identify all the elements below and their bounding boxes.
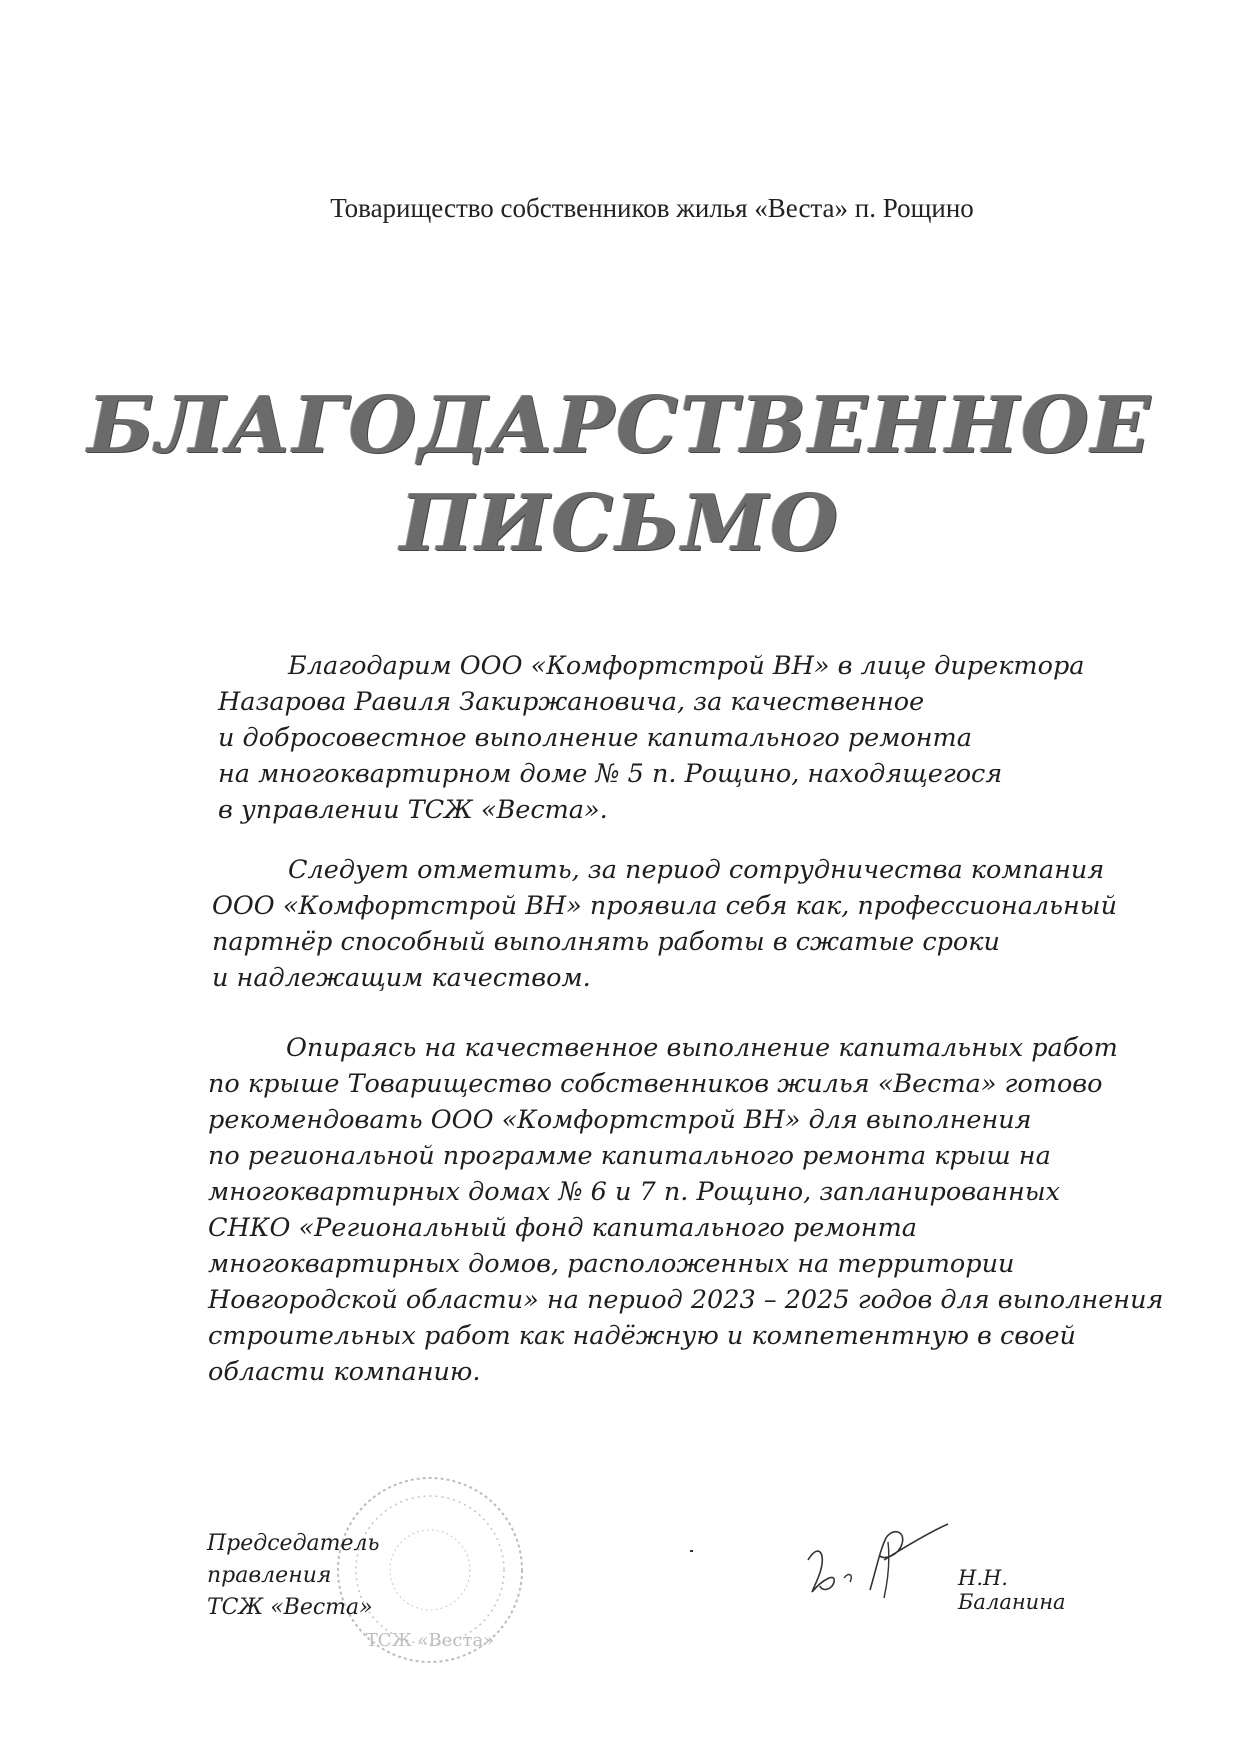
paragraph-line: Следует отметить, за период сотрудничества компания <box>288 855 1105 885</box>
seal-text: ТСЖ «Веста» <box>365 1630 495 1651</box>
paragraph-partnership <box>212 852 1117 996</box>
ink-dot <box>690 1550 693 1552</box>
organization-header: Товарищество собственников жилья «Веста» п. Рощино <box>330 193 974 223</box>
signatory-name: Н.Н. Баланина <box>958 1566 1066 1614</box>
paragraph-line: Назарова Равиля Закиржановича, за качественное <box>218 687 925 717</box>
paragraph-line: многоквартирных домов, расположенных на территории <box>208 1249 1015 1279</box>
paragraph-line: области компанию. <box>208 1357 481 1387</box>
paragraph-line: Опираясь на качественное выполнение капитальных работ <box>286 1033 1118 1063</box>
handwritten-signature <box>800 1520 960 1610</box>
letter-title-line-2: ПИСЬМО <box>399 478 841 569</box>
paragraph-line: по крыше Товарищество собственников жилья «Веста» готово <box>208 1069 1103 1099</box>
signatory-position <box>207 1528 380 1624</box>
paragraph-line: Новгородской области» на период 2023 – 2025 годов для выполнения <box>208 1285 1164 1315</box>
paragraph-line: и надлежащим качеством. <box>212 963 591 993</box>
signatory-position-line: Председатель правления <box>207 1531 380 1588</box>
paragraph-line: по региональной программе капитального ремонта крыш на <box>208 1141 1051 1171</box>
letter-title-line-1: БЛАГОДАРСТВЕННОЕ <box>87 380 1153 471</box>
paragraph-recommendation <box>208 1030 1163 1390</box>
paragraph-line: Благодарим ООО «Комфортстрой ВН» в лице директора <box>288 651 1085 681</box>
paragraph-line: многоквартирных домах № 6 и 7 п. Рощино, запланированных <box>208 1177 1060 1207</box>
paragraph-line: строительных работ как надёжную и компетентную в своей <box>208 1321 1076 1351</box>
paragraph-line: партнёр способный выполнять работы в сжатые сроки <box>212 927 1000 957</box>
paragraph-line: СНКО «Региональный фонд капитального ремонта <box>208 1213 917 1243</box>
paragraph-line: ООО «Комфортстрой ВН» проявила себя как, профессиональный <box>212 891 1118 921</box>
paragraph-line: рекомендовать ООО «Комфортстрой ВН» для выполнения <box>208 1105 1032 1135</box>
paragraph-line: и добросовестное выполнение капитального ремонта <box>218 723 972 753</box>
paragraph-line: в управлении ТСЖ «Веста». <box>218 795 608 825</box>
signatory-position-line: ТСЖ «Веста» <box>207 1595 373 1620</box>
paragraph-line: на многоквартирном доме № 5 п. Рощино, находящегося <box>218 759 1003 789</box>
paragraph-gratitude <box>218 648 1084 828</box>
